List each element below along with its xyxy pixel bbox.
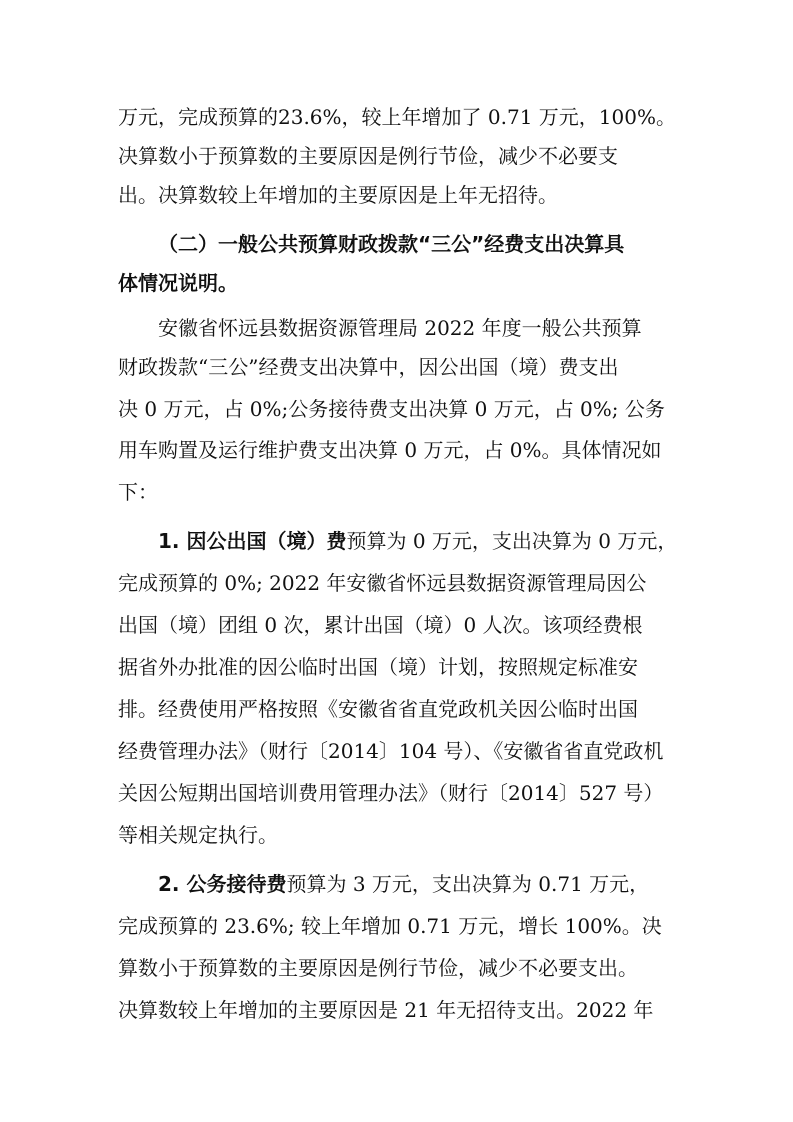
paragraph-line: 完成预算的 0%; 2022 年安徽省怀远县数据资源管理局因公 xyxy=(118,571,647,595)
paragraph-line: 下： xyxy=(118,480,158,504)
paragraph-line: 关因公短期出国培训费用管理办法》（财行〔2014〕527 号） xyxy=(118,781,664,805)
paragraph-line: 完成预算的 23.6%; 较上年增加 0.71 万元，增长 100%。决 xyxy=(118,914,662,938)
item-2-first-line xyxy=(158,871,678,897)
paragraph-line: 算数小于预算数的主要原因是例行节俭，减少不必要支出。 xyxy=(118,956,638,980)
paragraph-line: 安徽省怀远县数据资源管理局 2022 年度一般公共预算 xyxy=(158,316,642,340)
paragraph-line: 决 0 万元，占 0%;公务接待费支出决算 0 万元，占 0%; 公务 xyxy=(118,397,665,421)
section-heading-cont: 体情况说明。 xyxy=(118,271,238,295)
item-2-lead: 2. 公务接待费 xyxy=(158,872,287,896)
item-1-text: 预算为 0 万元，支出决算为 0 万元， xyxy=(346,529,678,553)
paragraph-line: 排。经费使用严格按照《安徽省省直党政机关因公临时出国 xyxy=(118,697,638,721)
paragraph-line: 出国（境）团组 0 次，累计出国（境）0 人次。该项经费根 xyxy=(118,613,643,637)
item-1-first-line xyxy=(158,528,678,554)
paragraph-line: 等相关规定执行。 xyxy=(118,823,278,847)
paragraph-line: 据省外办批准的因公临时出国（境）计划，按照规定标准安 xyxy=(118,655,638,679)
paragraph-line: 经费管理办法》（财行〔2014〕104 号）、《安徽省省直党政机 xyxy=(118,739,664,763)
item-2-text: 预算为 3 万元，支出决算为 0.71 万元， xyxy=(286,872,650,896)
paragraph-line: 决算数小于预算数的主要原因是例行节俭，减少不必要支 xyxy=(118,144,618,168)
paragraph-line: 财政拨款“三公”经费支出决算中，因公出国（境）费支出 xyxy=(118,355,619,379)
item-1-lead: 1. 因公出国（境）费 xyxy=(158,529,347,553)
paragraph-line: 决算数较上年增加的主要原因是 21 年无招待支出。2022 年 xyxy=(118,998,654,1022)
paragraph-line: 万元，完成预算的23.6%，较上年增加了 0.71 万元，100%。 xyxy=(118,105,676,129)
paragraph-line: 出。决算数较上年增加的主要原因是上年无招待。 xyxy=(118,183,558,207)
paragraph-line: 用车购置及运行维护费支出决算 0 万元，占 0%。具体情况如 xyxy=(118,438,662,462)
section-heading: （二）一般公共预算财政拨款“三公”经费支出决算具 xyxy=(158,232,625,256)
